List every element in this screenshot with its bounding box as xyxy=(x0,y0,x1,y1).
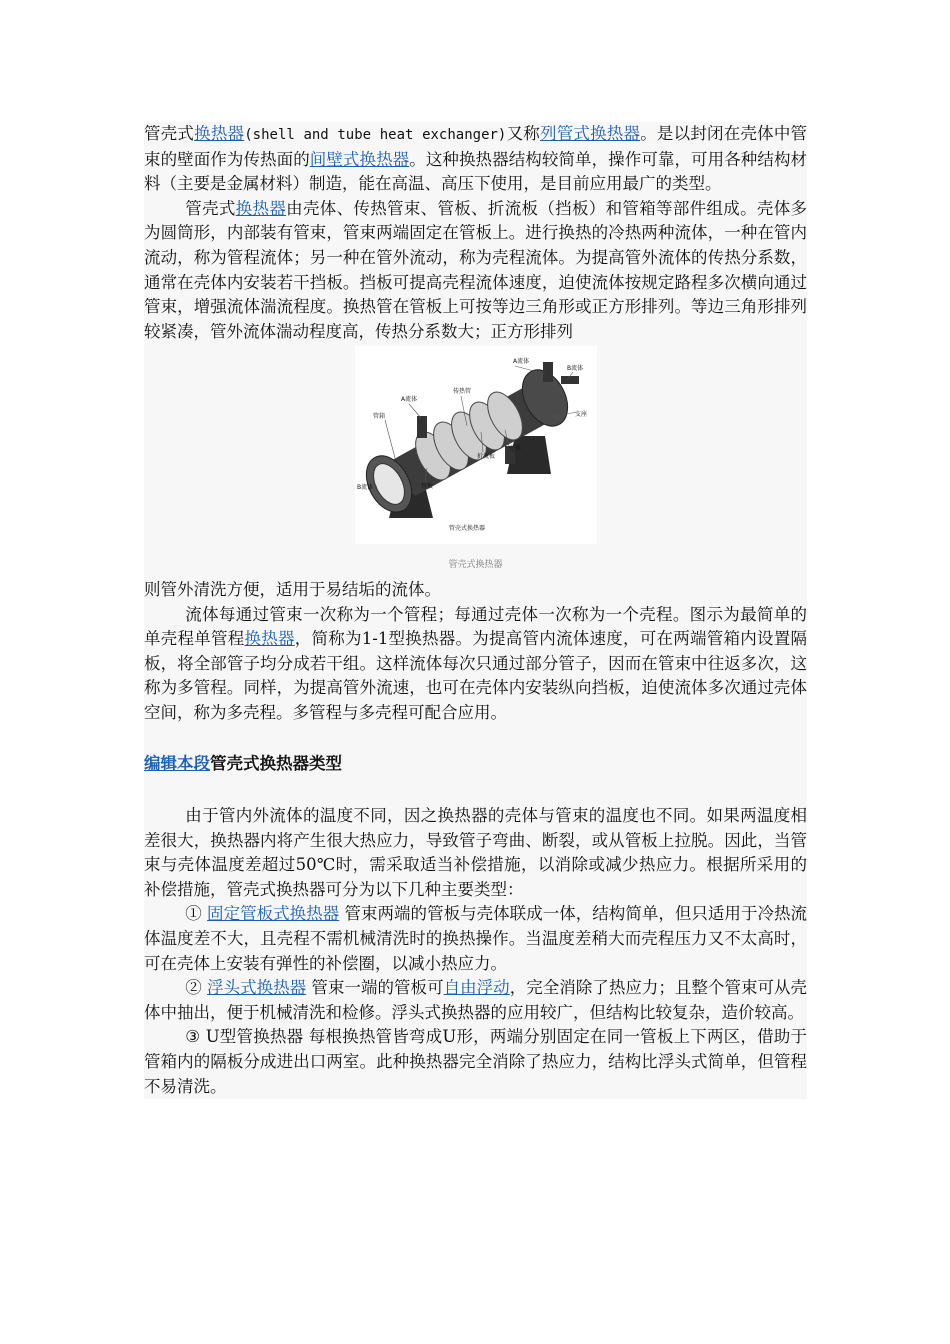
paragraph-cleaning xyxy=(144,578,807,603)
nozzle-b xyxy=(561,376,579,384)
nozzle-a xyxy=(417,416,427,438)
link-free-floating[interactable]: 自由浮动 xyxy=(443,978,510,998)
paragraph-passes xyxy=(144,603,807,726)
list-item-fixed-tube-sheet xyxy=(144,902,807,976)
link-heat-exchanger-3[interactable]: 换热器 xyxy=(244,629,295,649)
paragraph-intro xyxy=(144,122,807,197)
label-tube-sheet: 管板 xyxy=(420,483,433,491)
link-tubular-heat-exchanger[interactable]: 列管式换热器 xyxy=(539,124,641,143)
english-term: (shell and tube heat exchanger) xyxy=(244,127,507,143)
text: U型管换热器 每根换热管皆弯成U形，两端分别固定在同一管板上下两区，借助于管箱内的隔板分成进出口两室。此种换热器完全消除了热应力，结构比浮头式简单，但管程不易清洗。 xyxy=(144,1027,807,1096)
text: 管束一端的管板可 xyxy=(306,978,444,998)
edit-section-link[interactable]: 编辑本段 xyxy=(144,753,210,773)
link-heat-exchanger[interactable]: 换热器 xyxy=(194,124,245,143)
text: 流体每通过管束一次称为一个管程；每通过壳体一次称为一个壳程。图示为最简单的单壳程单管程 xyxy=(144,604,807,649)
link-recuperative-heat-exchanger[interactable]: 间壁式换热器 xyxy=(309,149,410,169)
label-b-fluid: B流体 xyxy=(566,365,583,373)
text: 由壳体、传热管束、管板、折流板（挡板）和管箱等部件组成。壳体多为圆筒形，内部装有管束，管束两端固定在管板上。进行换热的冷热两种流体，一种在管内流动，称为管程流体；另一种在管外流动，称为壳程流体。为提高管外流体的传热分系数，通常在壳体内安装若干挡板。挡板可提高壳程流体速度，迫使流体按规定路程多次横向通过管束，增强流体湍流程度。换热管在管板上可按等边三角形或正方形排列。等边三角形排列较紧凑，管外流体湍动程度高，传热分系数大；正方形排列 xyxy=(144,198,807,341)
label-a-fluid-left: A流体 xyxy=(400,396,417,404)
nozzle-top xyxy=(543,362,553,382)
text: 则管外清洗方便，适用于易结垢的流体。 xyxy=(144,579,441,599)
text: 又称 xyxy=(506,124,540,143)
list-item-u-tube xyxy=(144,1025,807,1099)
label-a-fluid-top: A流体 xyxy=(512,358,529,366)
text: 管束两端的管板与壳体联成一体，结构简单，但只适用于冷热流体温度差不大，且壳程不需机械清洗时的换热操作。当温度差稍大而壳程压力又不太高时，可在壳体上安装有弹性的补偿圈，以减小热应力。 xyxy=(144,904,808,973)
item-number: ① xyxy=(185,904,202,924)
heat-exchanger-diagram xyxy=(355,346,597,544)
paragraph-structure xyxy=(144,197,807,345)
item-number: ② xyxy=(185,978,202,998)
text: ，完全消除了热应力；且整个管束可从壳体中抽出，便于机械清洗和检修。浮头式换热器的应用较广，但结构比较复杂，造价较高。 xyxy=(144,978,808,1022)
figure-caption: 管壳式换热器 xyxy=(448,559,503,570)
list-item-floating-head xyxy=(144,976,807,1025)
text: 管壳式 xyxy=(185,198,236,218)
article-body xyxy=(144,122,807,1099)
section-heading xyxy=(144,752,807,777)
text: 。这种换热器结构较简单，操作可靠，可用各种结构材料（主要是金属材料）制造，能在高温、高压下使用，是目前应用最广的类型。 xyxy=(144,149,808,194)
section-title: 管壳式换热器类型 xyxy=(210,753,342,773)
item-number: ③ xyxy=(185,1027,201,1047)
text: 。是以封闭在壳体中管束的壁面作为传热面的 xyxy=(144,124,808,169)
label-tube-box: 管箱 xyxy=(372,413,385,421)
paragraph-types-intro xyxy=(144,804,807,902)
label-b-fluid-bottom: B流体 xyxy=(356,484,373,492)
link-heat-exchanger-2[interactable]: 换热器 xyxy=(235,198,287,218)
figure xyxy=(144,344,807,572)
label-tube-bundle: 传热管 xyxy=(452,388,471,396)
text: ，简称为1-1型换热器。为提高管内流体速度，可在两端管箱内设置隔板，将全部管子均分成若干组。这样流体每次只通过部分管子，因而在管束中往返多次，这称为多管程。同样，为提高管外流速，也可在壳体内安装纵向挡板，迫使流体多次通过壳体空间，称为多壳程。多管程与多壳程可配合应用。 xyxy=(144,629,808,722)
link-floating-head[interactable]: 浮头式换热器 xyxy=(207,978,307,998)
text: 管壳式 xyxy=(144,124,195,143)
label-baffle: 折流板 xyxy=(476,453,495,461)
heat-exchanger-illustration xyxy=(355,346,597,544)
label-support: 支座 xyxy=(574,411,587,419)
link-fixed-tube-sheet[interactable]: 固定管板式换热器 xyxy=(207,904,340,924)
text: 由于管内外流体的温度不同，因之换热器的壳体与管束的温度也不同。如果两温度相差很大，换热器内将产生很大热应力，导致管子弯曲、断裂，或从管板上拉脱。因此，当管束与壳体温度差超过50℃时，需采取适当补偿措施，以消除或减少热应力。根据所采用的补偿措施，管壳式换热器可分为以下几种主要类型： xyxy=(144,806,807,899)
label-inner-caption: 管壳式换热器 xyxy=(448,525,485,533)
label-shell: 壳体 xyxy=(508,445,521,453)
